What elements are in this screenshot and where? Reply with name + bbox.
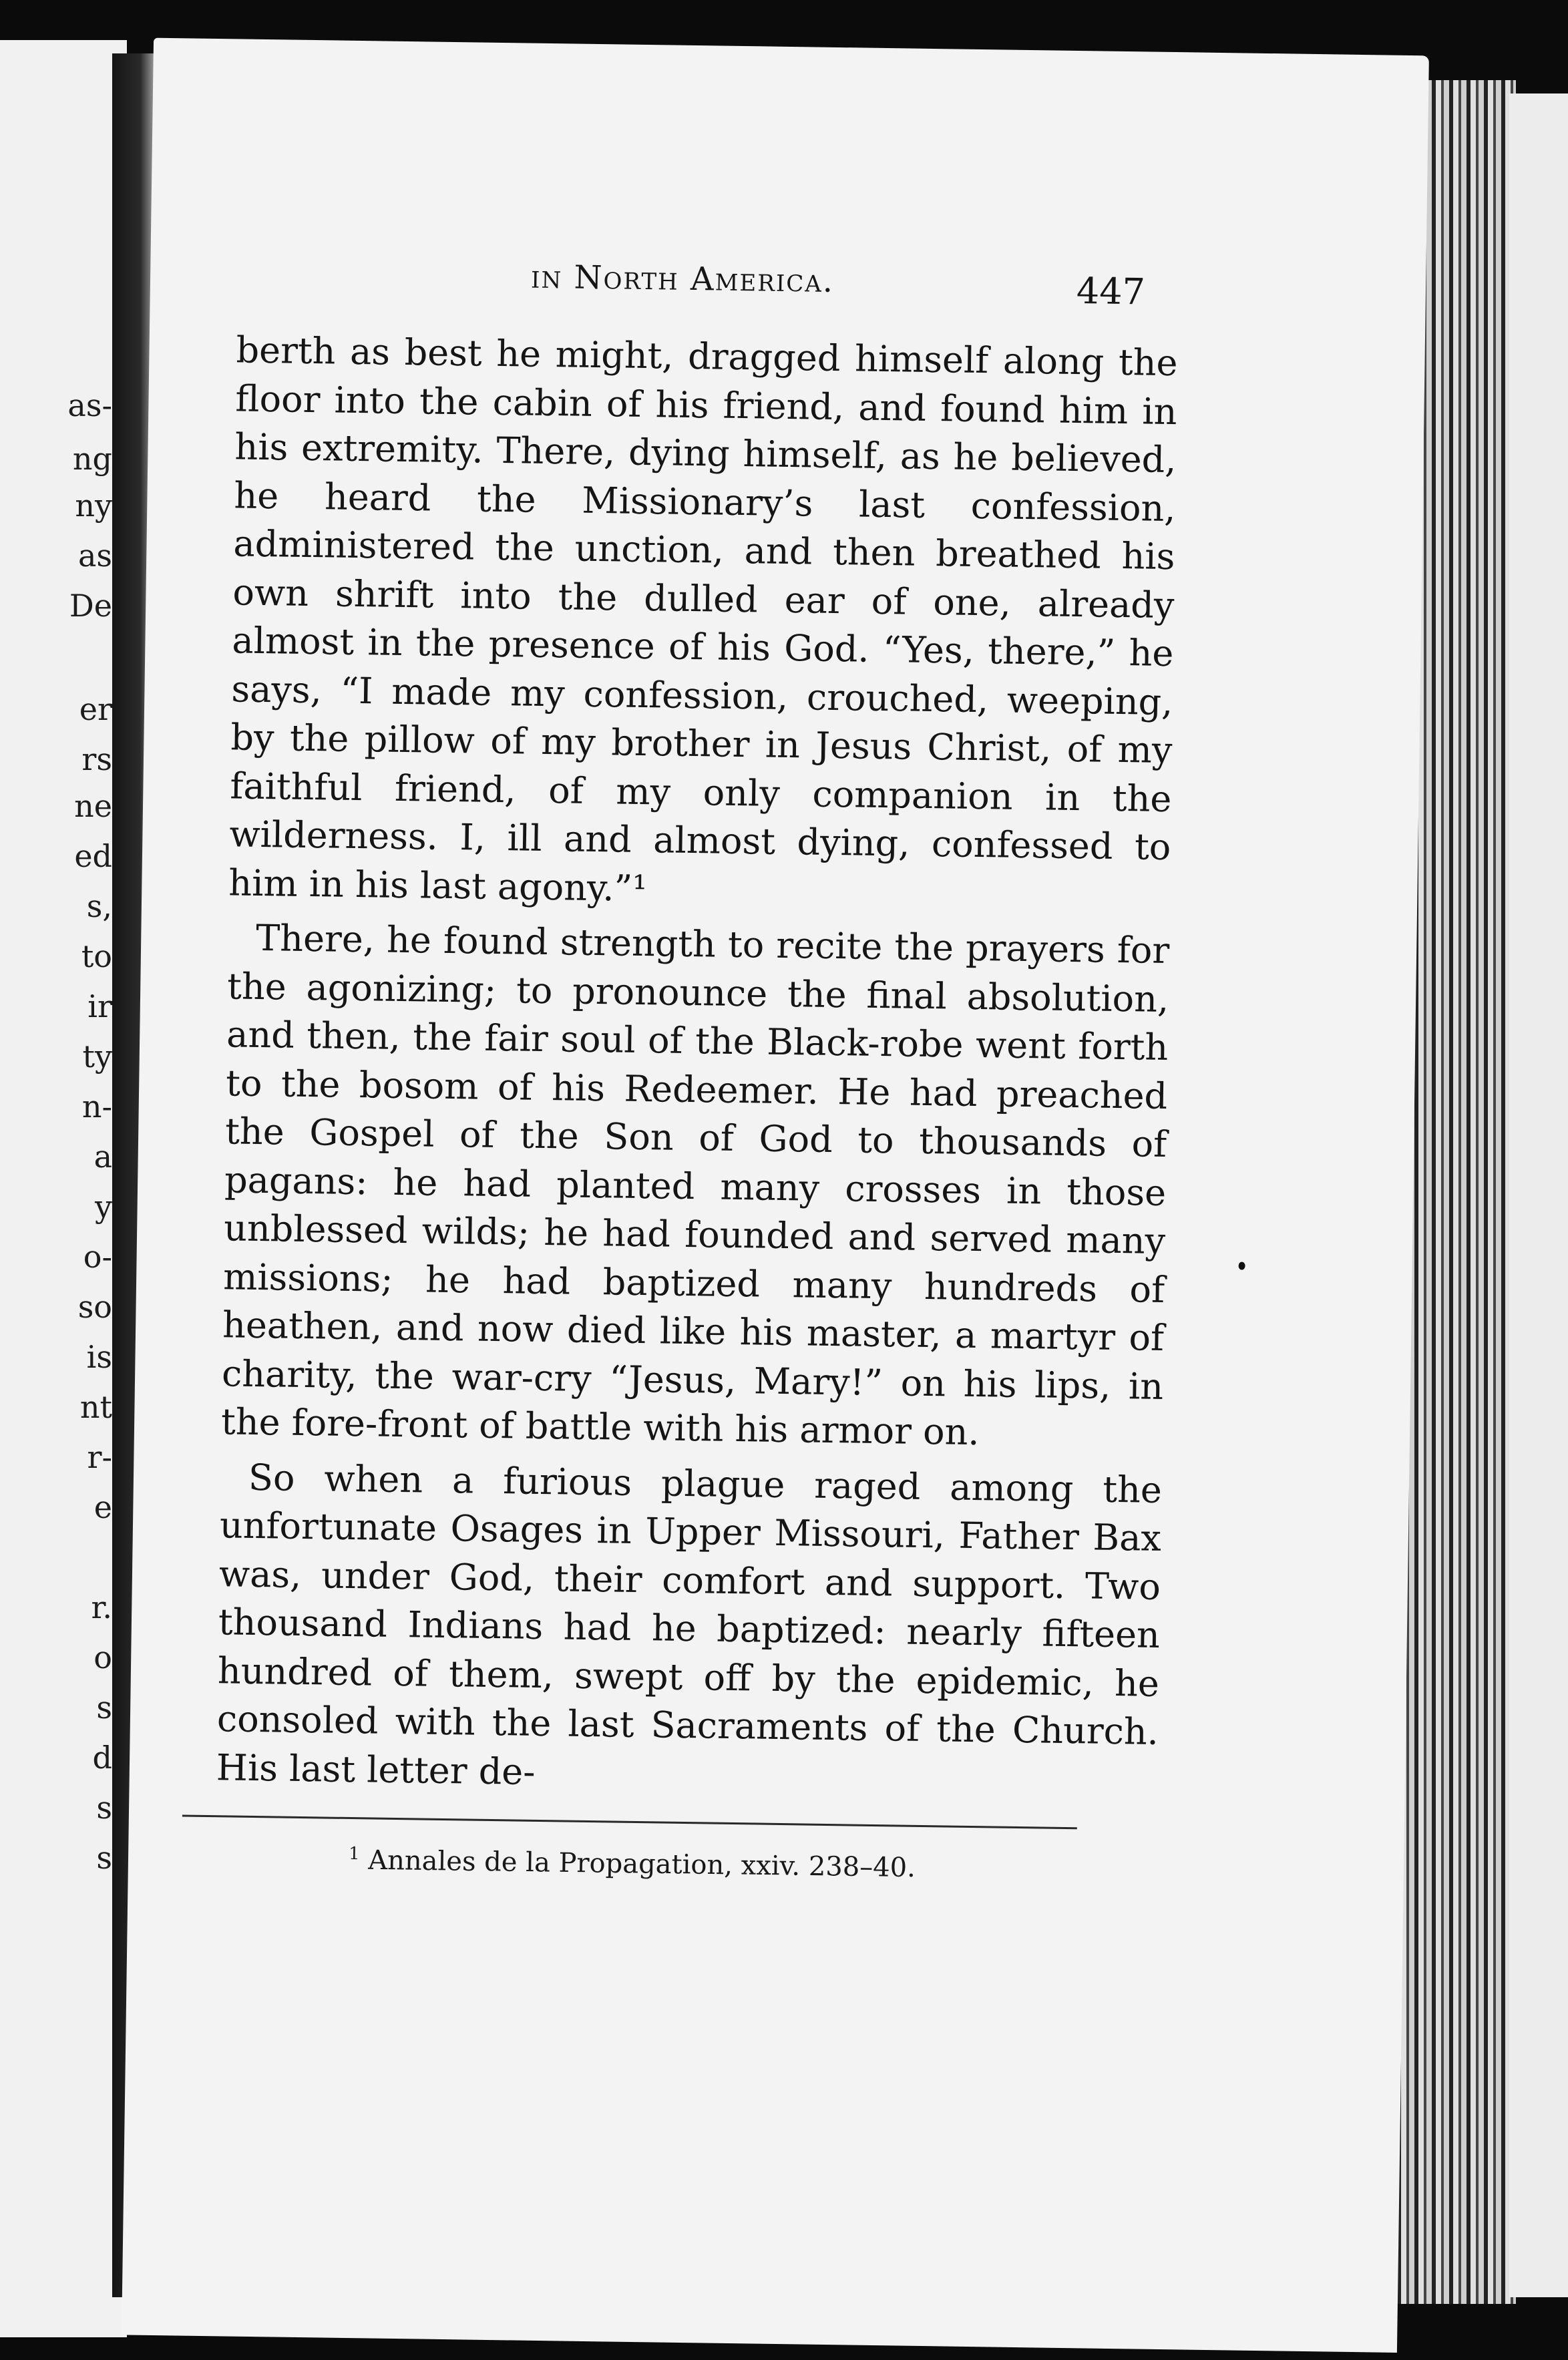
right-page-strip (1509, 93, 1568, 2297)
running-head: in North America. (530, 258, 835, 300)
paragraph-2: There, he found strength to recite the prayers for the agonizing; to pronounce the final absolution, and then, the fair soul of the Black-robe went forth to the bosom of his Redeemer. He had preached the Gospel of the Son of God to thousands of pagans: he had planted many crosses in those unblessed wilds; he had founded and served many missions; he had baptized many hundreds of heathen, and now died like his master, a martyr of charity, the war-cry “Jesus, Mary!” on his lips, in the fore-front of battle with his armor on. (220, 916, 1170, 1454)
left-page-fragment: ng (72, 441, 112, 477)
left-page-fragment: ne (74, 788, 112, 824)
left-page-fragment: o- (83, 1239, 112, 1275)
paragraph-3: So when a furious plague raged among the unfortunate Osages in Upper Missouri, Father Bax was, under God, their comfort and support. Two thousand Indians had he baptized: nearly fifteen hundred of them, swept off by the epidemic, he consoled with the last Sacraments of the Church. His last letter de- (216, 1456, 1163, 1793)
left-page-fragment: nt (79, 1389, 112, 1425)
left-page-fragment: as (77, 538, 112, 574)
left-page-fragment: ir (87, 988, 112, 1024)
left-page-fragment: s, (86, 888, 112, 924)
left-page-fragment: r. (91, 1589, 112, 1625)
footnote-marker: 1 (348, 1844, 360, 1864)
left-page-fragment: rs (81, 741, 112, 777)
left-page-fragment: d (92, 1740, 112, 1776)
left-page-fragment: e (93, 1489, 112, 1525)
left-page-fragment: ed (74, 838, 112, 874)
left-page-fragment: so (77, 1289, 112, 1325)
left-page-fragment: is (86, 1339, 112, 1375)
page-number: 447 (1076, 269, 1146, 313)
left-page-fragment: as- (67, 387, 112, 423)
left-page-fragment: y (95, 1189, 112, 1225)
ink-speck (1238, 1262, 1245, 1270)
body-text (216, 326, 1178, 1804)
left-page-fragment: s (96, 1790, 112, 1826)
footnote-rule (182, 1815, 1077, 1830)
paragraph-1: berth as best he might, dragged himself along the floor into the cabin of his friend, and found him in his extremity. There, dying himself, as he believed, he heard the Missionary’s last confession, administered the unction, and then breathed his own shrift into the dulled ear of one, already almost in the presence of his God. “Yes, there,” he says, “I made my confession, crouched, weeping, by the pillow of my brother in Jesus Christ, of my faithful friend, of my only companion in the wilderness. I, ill and almost dying, confessed to him in his last agony.”¹ (228, 329, 1178, 910)
left-page-fragment: a (93, 1139, 112, 1175)
left-page-fragment: to (81, 938, 112, 974)
page-header (357, 249, 1146, 313)
left-page-fragment: ny (75, 487, 112, 524)
footnote-text: Annales de la Propagation, xxiv. 238–40. (367, 1844, 916, 1884)
left-page-fragment: er (79, 691, 112, 727)
left-page-fragment: n- (81, 1089, 112, 1125)
book-page (122, 38, 1429, 2353)
left-page-fragment: o (93, 1639, 112, 1676)
left-page-fragment: ty (82, 1038, 112, 1074)
left-page-fragment: s (96, 1690, 112, 1726)
left-page-fragment: De (69, 588, 112, 624)
left-page (0, 40, 127, 2337)
footnote (349, 1844, 916, 1883)
left-page-fragment: s (96, 1840, 112, 1876)
left-page-fragment: r- (87, 1439, 112, 1475)
